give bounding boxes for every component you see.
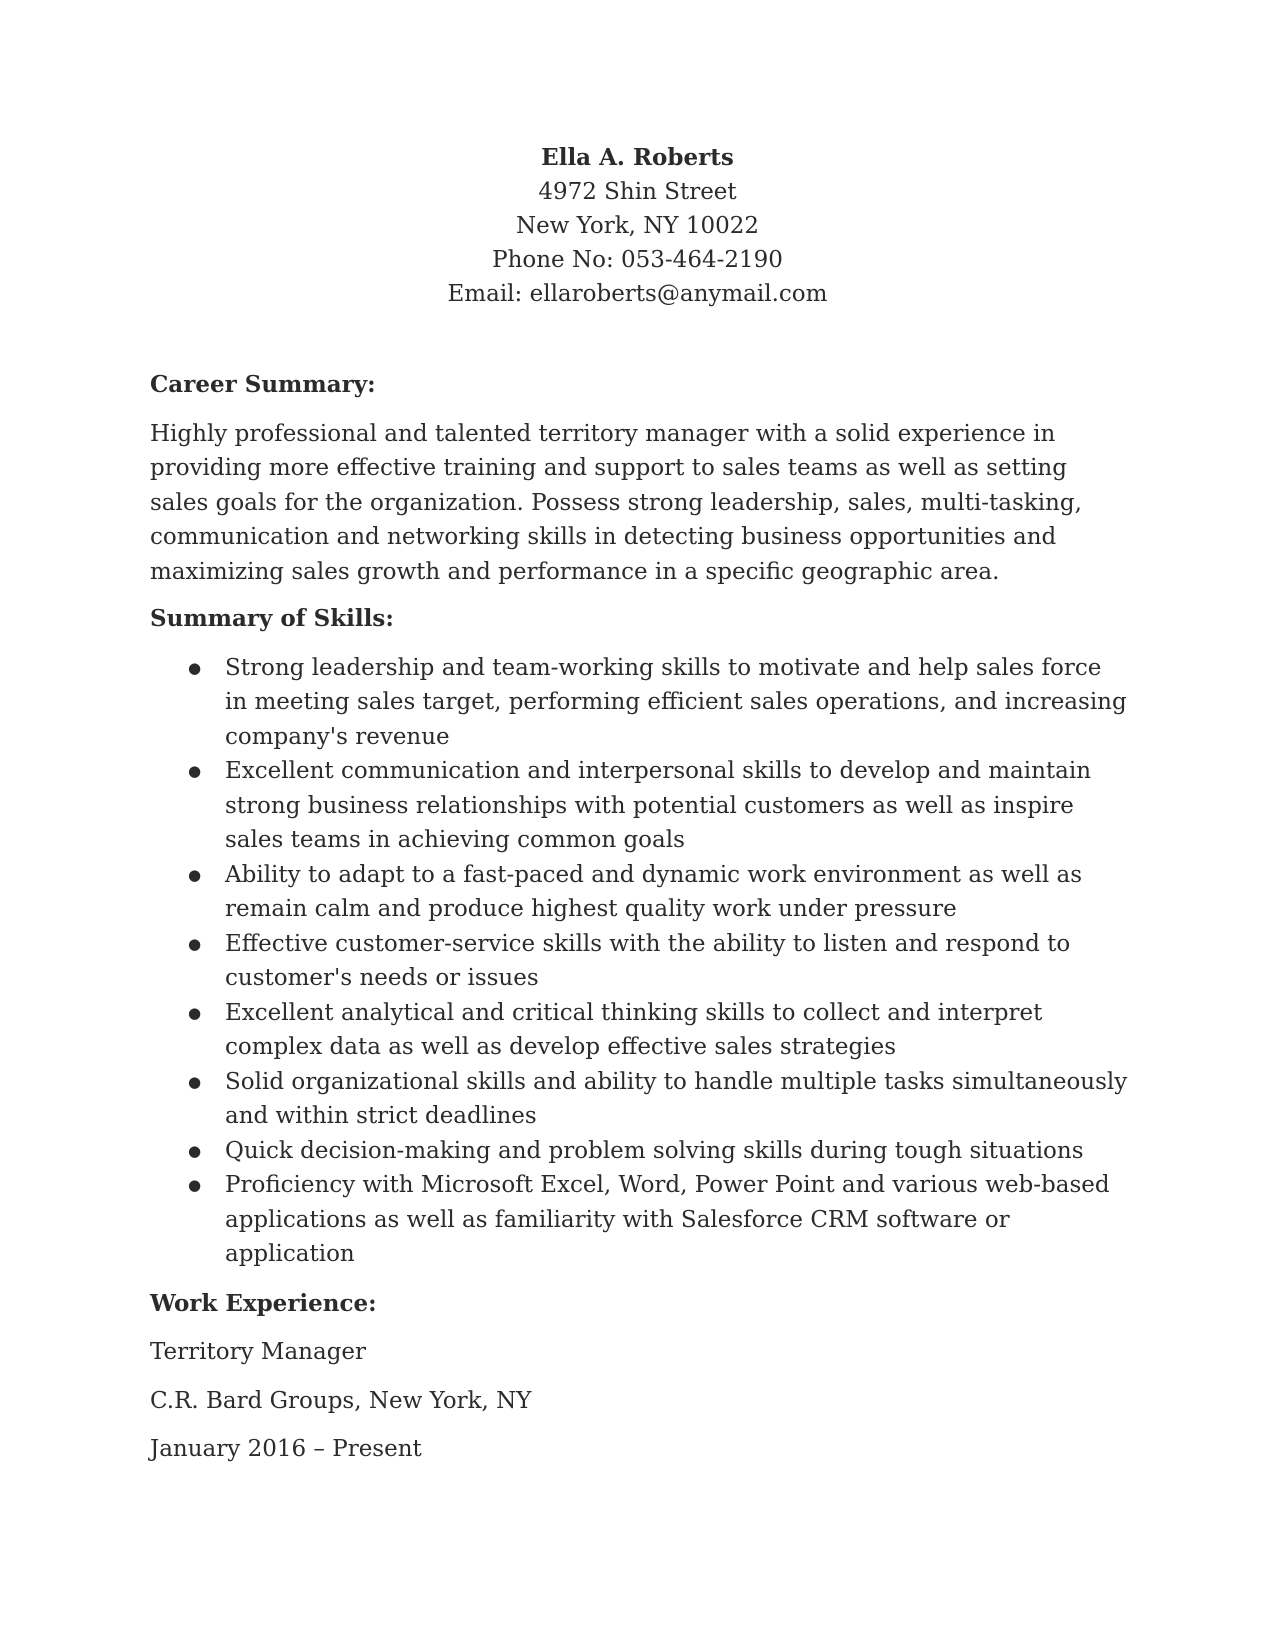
- job-title: Territory Manager: [150, 1339, 367, 1365]
- employment-dates: January 2016 – Present: [150, 1436, 422, 1462]
- skill-item: [150, 1065, 1130, 1134]
- skill-item: [150, 1134, 1130, 1169]
- company-location: C.R. Bard Groups, New York, NY: [150, 1387, 532, 1414]
- city-state-zip: New York, NY 10022: [515, 213, 760, 239]
- skill-item: [150, 996, 1130, 1065]
- candidate-name: Ella A. Roberts: [541, 144, 734, 171]
- bullet-icon: ●: [188, 658, 202, 677]
- skill-text: Excellent analytical and critical thinking skills to collect and interpret complex data as well as develop effective sales strategies: [225, 999, 1043, 1060]
- skill-text: Solid organizational skills and ability to handle multiple tasks simultaneously and within strict deadlines: [225, 1068, 1128, 1129]
- skill-item: [150, 927, 1130, 996]
- skill-text: Ability to adapt to a fast-paced and dynamic work environment as well as remain calm and produce highest quality work under pressure: [225, 861, 1083, 922]
- bullet-icon: ●: [188, 865, 202, 884]
- skill-text: Excellent communication and interpersonal skills to develop and maintain strong business relationships with potential customers as well as inspire sales teams in achieving common goals: [225, 758, 1092, 853]
- bullet-icon: ●: [188, 1072, 202, 1091]
- skills-list: [150, 651, 1130, 1272]
- street-address: 4972 Shin Street: [538, 179, 737, 205]
- career-summary-text: Highly professional and talented territory manager with a solid experience in providing more effective training and support to sales teams as well as setting sales goals for the organization. Possess strong leadership, sales, multi-tasking, communication and networking skills in detecting business opportunities and maximizing sales growth and performance in a specific geographic area.: [150, 420, 1082, 585]
- skill-item: [150, 651, 1130, 755]
- resume-body: [150, 368, 1130, 1467]
- skill-text: Strong leadership and team-working skills to motivate and help sales force in meeting sales target, performing efficient sales operations, and increasing company's revenue: [225, 654, 1127, 750]
- email-address: Email: ellaroberts@anymail.com: [447, 281, 828, 307]
- contact-header: [0, 141, 1275, 311]
- skill-item: [150, 754, 1130, 858]
- skill-text: Effective customer-service skills with the ability to listen and respond to customer's needs or issues: [225, 930, 1071, 991]
- skill-item: [150, 1168, 1130, 1272]
- skill-text: Proficiency with Microsoft Excel, Word, Power Point and various web-based applications as well as familiarity with Salesforce CRM software or application: [225, 1172, 1110, 1267]
- bullet-icon: ●: [188, 1176, 202, 1194]
- skill-item: [150, 858, 1130, 927]
- bullet-icon: ●: [188, 1003, 202, 1022]
- bullet-icon: ●: [188, 1141, 202, 1160]
- skill-text: Quick decision-making and problem solving skills during tough situations: [225, 1137, 1084, 1164]
- bullet-icon: ●: [188, 934, 202, 953]
- bullet-icon: ●: [188, 762, 202, 780]
- skills-heading: Summary of Skills:: [150, 605, 394, 632]
- work-experience-heading: Work Experience:: [150, 1289, 377, 1317]
- career-summary-heading: Career Summary:: [150, 371, 376, 398]
- phone-number: Phone No: 053-464-2190: [492, 247, 783, 273]
